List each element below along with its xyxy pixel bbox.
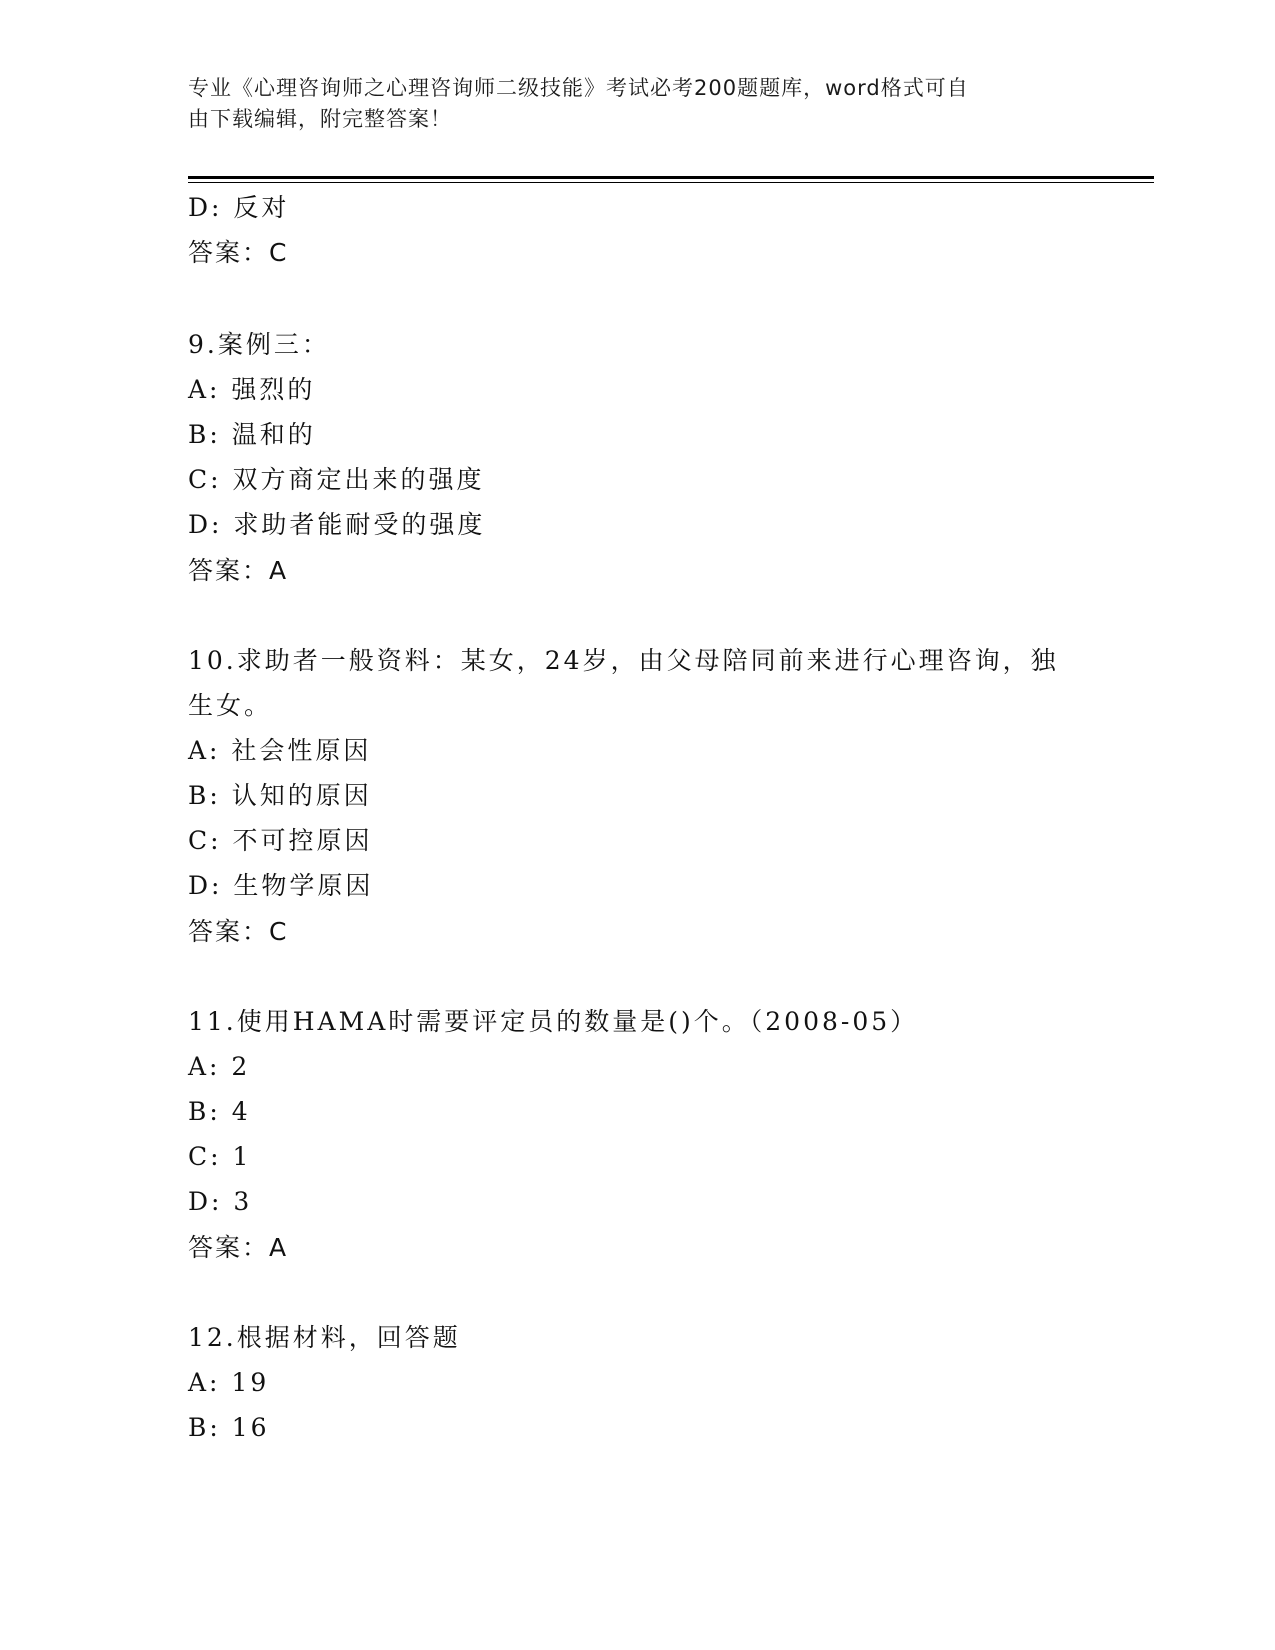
q9-option-a: A: 强烈的 <box>188 375 316 404</box>
q12-question: 12.根据材料，回答题 <box>188 1323 461 1352</box>
header-line-2: 由下载编辑，附完整答案！ <box>188 107 452 131</box>
q11-option-d: D: 3 <box>188 1187 253 1216</box>
q10-answer: 答案：C <box>188 917 289 946</box>
q9-option-b: B: 温和的 <box>188 420 316 449</box>
q11-question: 11.使用HAMA时需要评定员的数量是()个。（2008-05） <box>188 1007 919 1036</box>
q12-option-a: A: 19 <box>188 1368 270 1397</box>
document-header <box>188 73 1088 135</box>
prev-answer: 答案：C <box>188 238 289 267</box>
q11-answer: 答案：A <box>188 1233 289 1262</box>
q11-option-c: C: 1 <box>188 1142 252 1171</box>
q10-question-line2: 生女。 <box>188 691 273 720</box>
q9-option-c: C: 双方商定出来的强度 <box>188 465 485 494</box>
header-line-1: 专业《心理咨询师之心理咨询师二级技能》考试必考200题题库，word格式可自 <box>188 76 969 100</box>
q9-question: 9.案例三： <box>188 330 330 359</box>
q9-answer: 答案：A <box>188 556 289 585</box>
q10-option-b: B: 认知的原因 <box>188 781 372 810</box>
q10-option-d: D: 生物学原因 <box>188 871 374 900</box>
prev-option-d: D: 反对 <box>188 193 290 222</box>
q10-option-a: A: 社会性原因 <box>188 736 372 765</box>
q9-option-d: D: 求助者能耐受的强度 <box>188 510 486 539</box>
header-divider-thick <box>188 176 1154 179</box>
q10-option-c: C: 不可控原因 <box>188 826 373 855</box>
q12-option-b: B: 16 <box>188 1413 270 1442</box>
q10-question-line1: 10.求助者一般资料：某女，24岁，由父母陪同前来进行心理咨询，独 <box>188 646 1059 675</box>
q11-option-a: A: 2 <box>188 1052 251 1081</box>
q11-option-b: B: 4 <box>188 1097 251 1126</box>
header-divider-thin <box>188 182 1154 183</box>
